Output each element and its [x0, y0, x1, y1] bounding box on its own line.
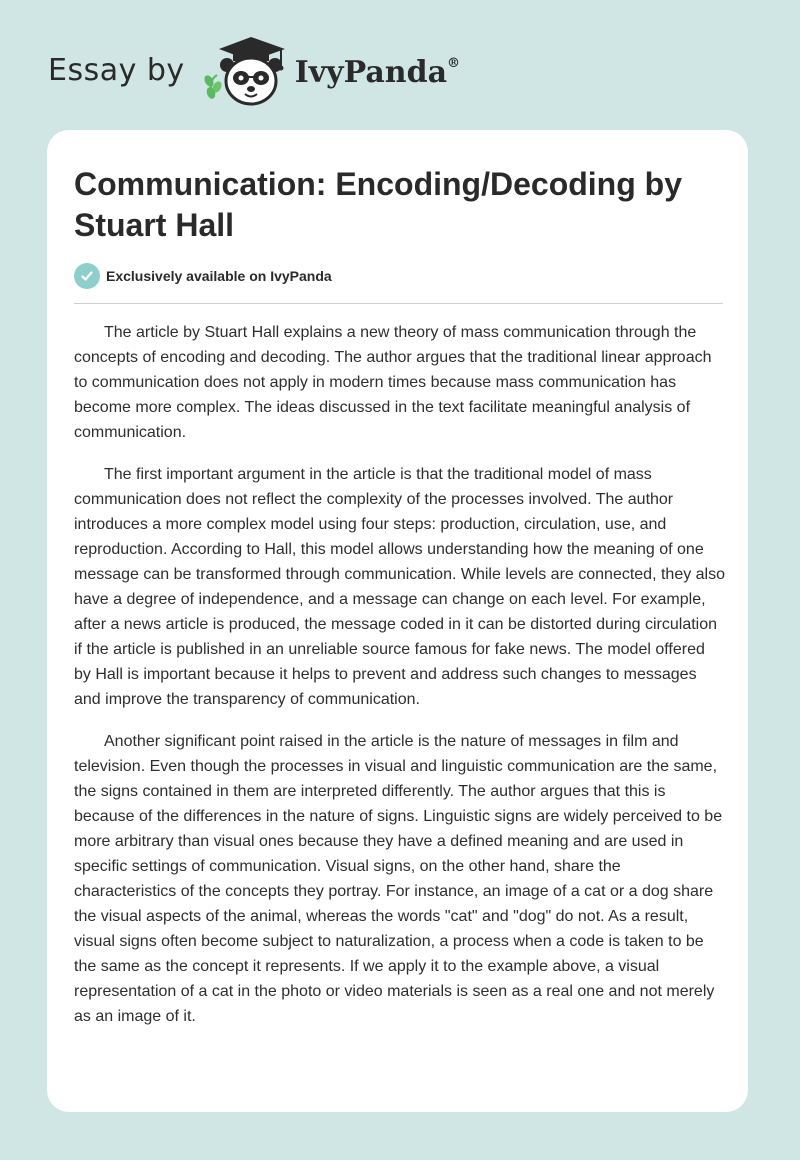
exclusive-badge [74, 263, 332, 289]
brand-name[interactable]: IvyPanda® [294, 54, 461, 90]
check-icon [74, 263, 100, 289]
article-card [47, 130, 748, 1112]
paragraph: The article by Stuart Hall explains a new theory of mass communication through the concepts of encoding and decoding. The author argues that the traditional linear approach to communication does not apply in modern times because mass communication has become more complex. The ideas discussed in the text facilitate meaningful analysis of communication. [74, 324, 712, 441]
page-title: Communication: Encoding/Decoding by Stuart Hall [74, 166, 682, 243]
exclusive-label: Exclusively available on IvyPanda [106, 268, 332, 284]
registered-mark: ® [447, 55, 461, 71]
site-header [48, 34, 460, 110]
divider [74, 303, 723, 304]
essay-by-label: Essay by [48, 52, 185, 88]
panda-graduate-icon[interactable] [199, 35, 291, 109]
paragraph: The first important argument in the article is that the traditional model of mass communication does not reflect the complexity of the processes involved. The author introduces a more complex model using four steps: production, circulation, use, and reproduction. According to Hall, this model allows understanding how the meaning of one message can be transformed through communication. While levels are connected, they also have a degree of independence, and a message can change on each level. For example, after a news article is produced, the message coded in it can be distorted during circulation if the article is published in an unreliable source famous for fake news. The model offered by Hall is important because it helps to prevent and address such changes to messages and improve the transparency of communication. [74, 466, 726, 708]
paragraph: Another significant point raised in the article is the nature of messages in film and television. Even though the processes in visual and linguistic communication are the same, the signs contained in them are interpreted differently. The author argues that this is because of the differences in the nature of signs. Linguistic signs are widely perceived to be more arbitrary than visual ones because they have a defined meaning and are used in specific settings of communication. Visual signs, on the other hand, share the characteristics of the concepts they portray. For instance, an image of a cat or a dog share the visual aspects of the animal, whereas the words "cat" and "dog" do not. As a result, visual signs often become subject to naturalization, a process when a code is taken to be the same as the concept it represents. If we apply it to the example above, a visual representation of a cat in the photo or video materials is seen as a real one and not merely as an image of it. [74, 733, 723, 1025]
article-body [74, 320, 726, 1046]
